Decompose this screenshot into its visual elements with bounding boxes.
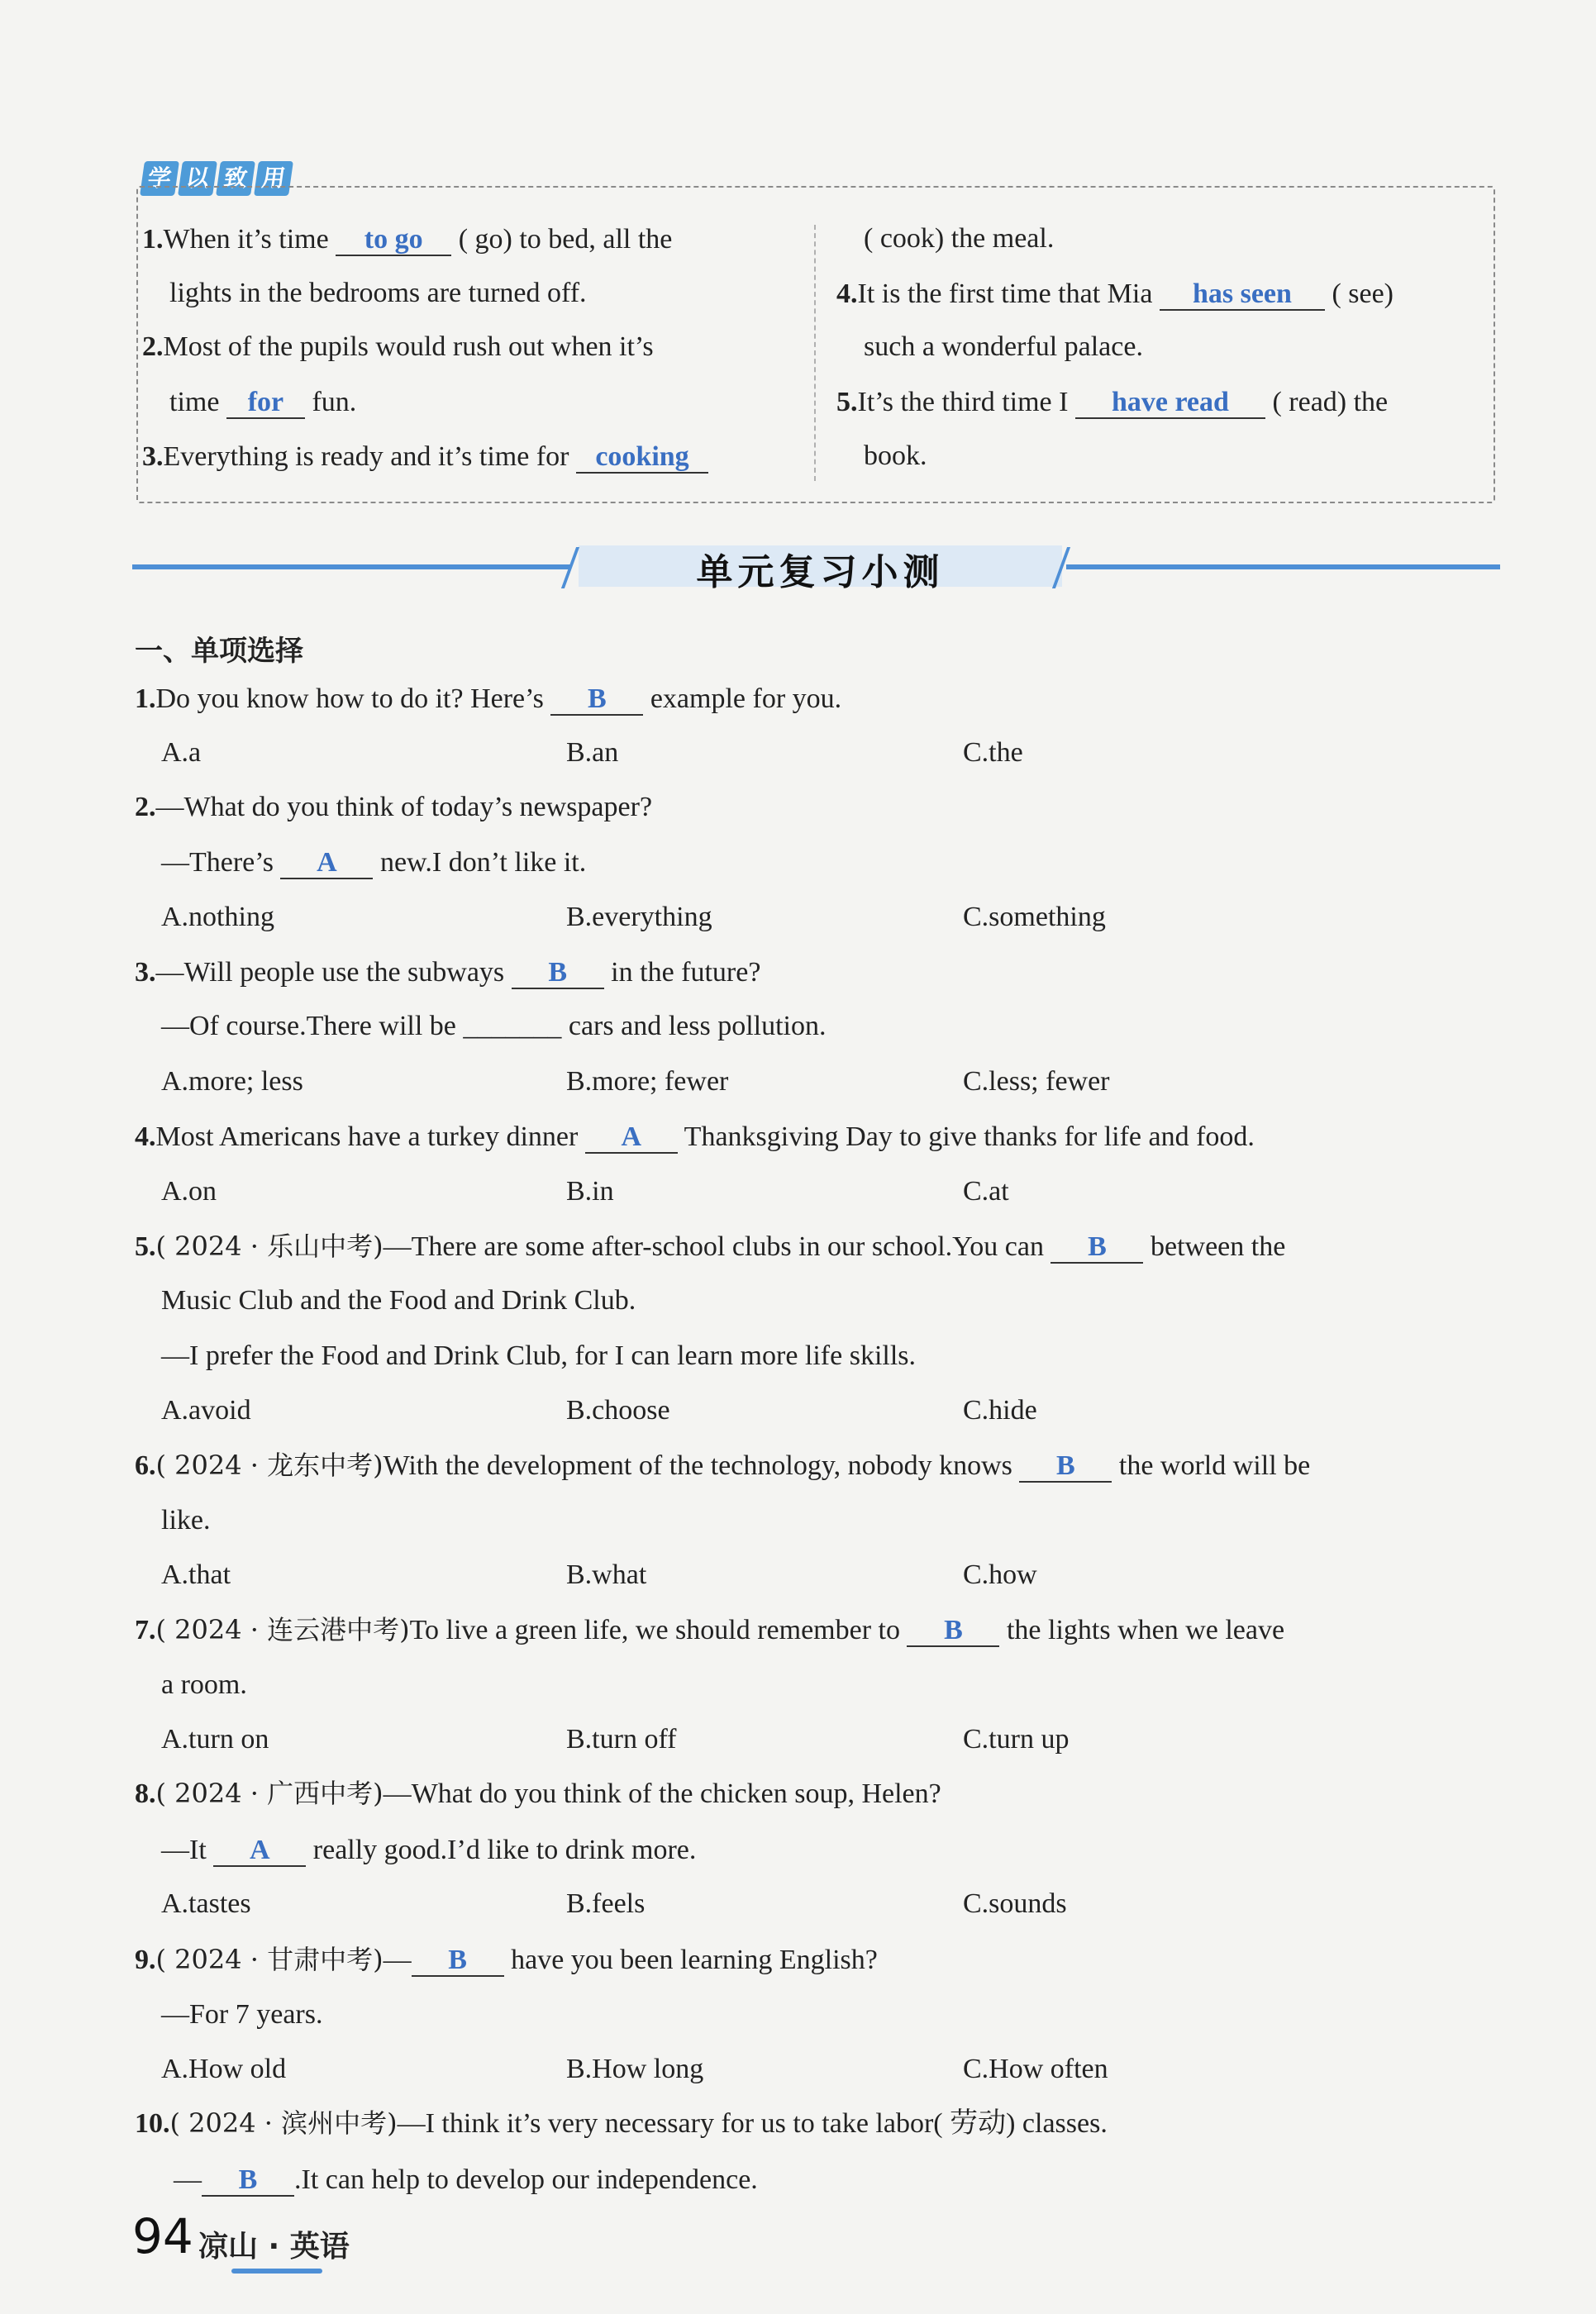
option-c: C.sounds [963, 1888, 1067, 1919]
question-5-line2: Music Club and the Food and Drink Club. [161, 1285, 636, 1316]
option-a: A.on [161, 1176, 217, 1207]
question-4: 4.Most Americans have a turkey dinner A Thanksgiving Day to give thanks for life and food. [135, 1121, 1255, 1152]
option-b: B.turn off [566, 1724, 677, 1755]
option-c: C.the [963, 737, 1023, 768]
question-2: 2.—What do you think of today’s newspaper? [135, 792, 653, 822]
answer-blank: A [213, 1835, 306, 1867]
practice-item-1-cont: lights in the bedrooms are turned off. [169, 278, 587, 308]
answer-blank: B [907, 1616, 999, 1647]
practice-item-2: 2.Most of the pupils would rush out when it’s [142, 331, 654, 362]
option-c: C.at [963, 1176, 1009, 1207]
page-number: 94 [132, 2208, 193, 2264]
title-rule-right [1066, 564, 1500, 569]
question-9-line2: —For 7 years. [161, 1999, 323, 2030]
practice-item-4: 4.It is the first time that Mia has seen ( see) [836, 279, 1394, 309]
option-b: B.feels [566, 1888, 646, 1919]
option-a: A.avoid [161, 1395, 251, 1426]
option-b: B.choose [566, 1395, 670, 1426]
title-rule-left [132, 564, 570, 569]
question-2-line2: —There’s A new.I don’t like it. [161, 847, 587, 878]
tag-char: 以 [178, 161, 217, 196]
option-a: A.tastes [161, 1888, 251, 1919]
option-a: A.a [161, 737, 202, 768]
option-b: B.an [566, 737, 619, 768]
practice-item-5-cont: book. [864, 440, 927, 471]
option-c: C.How often [963, 2054, 1108, 2084]
option-a: A.How old [161, 2054, 287, 2084]
tag-char: 致 [216, 161, 255, 196]
answer-blank: B [512, 958, 604, 989]
question-7-line2: a room. [161, 1669, 247, 1700]
answer-blank: B [550, 684, 643, 716]
answer-blank: for [226, 388, 305, 419]
answer-blank: have read [1075, 388, 1265, 419]
answer-blank: has seen [1160, 279, 1325, 311]
answer-blank: B [1019, 1451, 1112, 1483]
option-c: C.turn up [963, 1724, 1070, 1755]
answer-blank: A [585, 1122, 678, 1154]
option-a: A.more; less [161, 1066, 303, 1097]
question-8-line2: —It A really good.I’d like to drink more. [161, 1835, 697, 1865]
option-c: C.how [963, 1559, 1037, 1590]
tag-char: 学 [140, 161, 179, 196]
answer-blank: to go [336, 225, 451, 256]
question-6: 6.( 2024 · 龙东中考)With the development of the technology, nobody knows B the world will be [135, 1450, 1311, 1481]
question-1: 1.Do you know how to do it? Here’s B example for you. [135, 683, 842, 714]
question-10: 10.( 2024 · 滨州中考)—I think it’s very necessary for us to take labor( 劳动) classes. [135, 2107, 1108, 2139]
option-c: C.less; fewer [963, 1066, 1110, 1097]
footer-accent [231, 2269, 322, 2274]
option-a: A.nothing [161, 902, 274, 932]
option-b: B.How long [566, 2054, 704, 2084]
question-5: 5.( 2024 · 乐山中考)—There are some after-school clubs in our school.You can B between the [135, 1231, 1286, 1262]
practice-item-2-cont: time for fun. [169, 387, 357, 417]
option-b: B.more; fewer [566, 1066, 729, 1097]
answer-blank: B [202, 2165, 294, 2197]
option-b: B.everything [566, 902, 712, 932]
question-9: 9.( 2024 · 甘肃中考)— B have you been learning English? [135, 1944, 878, 1975]
section-title: 单元复习小测 [696, 551, 945, 593]
practice-item-3-cont: ( cook) the meal. [864, 223, 1055, 254]
question-6-line2: like. [161, 1505, 211, 1536]
question-3: 3.—Will people use the subways B in the future? [135, 957, 761, 988]
answer-blank: cooking [576, 442, 708, 474]
tag-char: 用 [254, 161, 293, 196]
practice-item-4-cont: such a wonderful palace. [864, 331, 1143, 362]
question-8: 8.( 2024 · 广西中考)—What do you think of the chicken soup, Helen? [135, 1778, 941, 1809]
footer-label: 凉山 · 英语 [198, 2230, 350, 2264]
answer-blank: B [1051, 1232, 1143, 1264]
question-3-line2: —Of course.There will be _______ cars and less pollution. [161, 1011, 827, 1041]
practice-item-3: 3.Everything is ready and it’s time for cooking [142, 442, 708, 474]
option-a: A.turn on [161, 1724, 269, 1755]
answer-blank: B [412, 1945, 504, 1977]
option-b: B.in [566, 1176, 614, 1207]
practice-item-1: 1.When it’s time to go ( go) to bed, all the [142, 224, 673, 255]
option-a: A.that [161, 1559, 231, 1590]
option-c: C.hide [963, 1395, 1037, 1426]
question-7: 7.( 2024 · 连云港中考)To live a green life, we should remember to B the lights when we leave [135, 1614, 1285, 1645]
option-b: B.what [566, 1559, 647, 1590]
question-10-line2: — B .It can help to develop our independence. [174, 2164, 758, 2195]
question-5-line3: —I prefer the Food and Drink Club, for I can learn more life skills. [161, 1340, 917, 1371]
part-heading: 一、单项选择 [135, 635, 303, 668]
practice-item-5: 5.It’s the third time I have read ( read) the [836, 387, 1389, 417]
answer-blank: A [280, 848, 373, 879]
option-c: C.something [963, 902, 1106, 932]
